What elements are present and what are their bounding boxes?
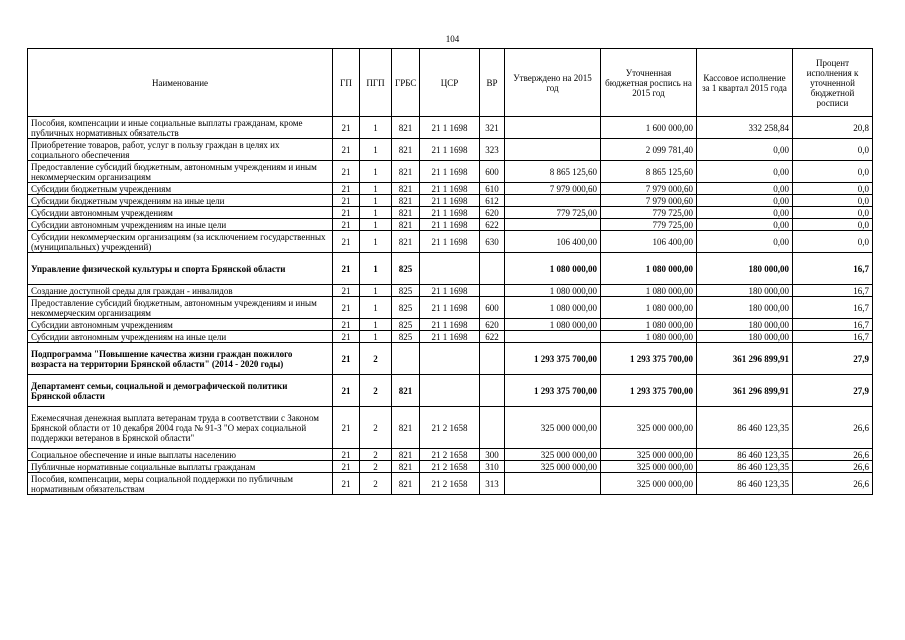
cell-ppgp: 1	[360, 253, 392, 285]
table-row	[28, 285, 873, 297]
cell-name: Управление физической культуры и спорта Брянской области	[28, 253, 333, 285]
cell-approved: 1 293 375 700,00	[505, 375, 601, 407]
cell-refined: 2 099 781,40	[601, 139, 697, 161]
cell-vr	[480, 407, 505, 449]
cell-cash: 0,00	[697, 161, 793, 183]
cell-csr	[420, 253, 480, 285]
cell-ppgp: 1	[360, 183, 392, 195]
cell-approved	[505, 219, 601, 231]
cell-percent: 26,6	[793, 407, 873, 449]
cell-approved	[505, 473, 601, 495]
cell-csr: 21 2 1658	[420, 461, 480, 473]
cell-approved: 1 080 000,00	[505, 319, 601, 331]
cell-csr: 21 1 1698	[420, 183, 480, 195]
table-row	[28, 461, 873, 473]
cell-approved: 7 979 000,60	[505, 183, 601, 195]
cell-vr: 600	[480, 297, 505, 319]
cell-vr: 600	[480, 161, 505, 183]
header-approved: Утверждено на 2015 год	[505, 49, 601, 117]
cell-percent: 27,9	[793, 343, 873, 375]
cell-approved: 325 000 000,00	[505, 449, 601, 461]
cell-csr: 21 1 1698	[420, 139, 480, 161]
table-row	[28, 449, 873, 461]
cell-grbs: 821	[392, 207, 420, 219]
cell-approved: 8 865 125,60	[505, 161, 601, 183]
cell-vr: 300	[480, 449, 505, 461]
cell-cash: 180 000,00	[697, 285, 793, 297]
cell-vr: 622	[480, 219, 505, 231]
cell-name: Субсидии бюджетным учреждениям на иные цели	[28, 195, 333, 207]
header-cash: Кассовое исполнение за 1 квартал 2015 года	[697, 49, 793, 117]
cell-ppgp: 2	[360, 375, 392, 407]
cell-vr: 622	[480, 331, 505, 343]
cell-name: Ежемесячная денежная выплата ветеранам труда в соответствии с Законом Брянской области от 10 декабря 2004 года № 91-З "О мерах социальной поддержки ветеранов в Брянской области"	[28, 407, 333, 449]
cell-csr: 21 1 1698	[420, 195, 480, 207]
cell-refined: 1 293 375 700,00	[601, 375, 697, 407]
cell-percent: 16,7	[793, 285, 873, 297]
cell-refined: 325 000 000,00	[601, 407, 697, 449]
cell-cash: 361 296 899,91	[697, 343, 793, 375]
table-row	[28, 375, 873, 407]
cell-csr: 21 1 1698	[420, 161, 480, 183]
cell-gp: 21	[333, 331, 360, 343]
cell-ppgp: 2	[360, 407, 392, 449]
cell-percent: 20,8	[793, 117, 873, 139]
cell-name: Подпрограмма "Повышение качества жизни граждан пожилого возраста на территории Брянской области" (2014 - 2020 годы)	[28, 343, 333, 375]
cell-refined: 779 725,00	[601, 207, 697, 219]
cell-grbs: 821	[392, 195, 420, 207]
cell-refined: 1 080 000,00	[601, 253, 697, 285]
cell-name: Субсидии некоммерческим организациям (за исключением государственных (муниципальных) учреждений)	[28, 231, 333, 253]
table-row	[28, 117, 873, 139]
cell-approved	[505, 139, 601, 161]
cell-cash: 180 000,00	[697, 297, 793, 319]
cell-percent: 16,7	[793, 297, 873, 319]
cell-refined: 325 000 000,00	[601, 461, 697, 473]
cell-grbs: 821	[392, 473, 420, 495]
cell-refined: 1 080 000,00	[601, 331, 697, 343]
cell-name: Пособия, компенсации и иные социальные выплаты гражданам, кроме публичных нормативных обязательств	[28, 117, 333, 139]
cell-csr: 21 1 1698	[420, 219, 480, 231]
header-name: Наименование	[28, 49, 333, 117]
cell-grbs: 825	[392, 297, 420, 319]
cell-refined: 1 080 000,00	[601, 319, 697, 331]
cell-approved	[505, 331, 601, 343]
cell-approved: 106 400,00	[505, 231, 601, 253]
cell-name: Предоставление субсидий бюджетным, автономным учреждениям и иным некоммерческим организациям	[28, 297, 333, 319]
cell-grbs: 821	[392, 375, 420, 407]
cell-ppgp: 1	[360, 195, 392, 207]
cell-ppgp: 1	[360, 219, 392, 231]
cell-gp: 21	[333, 375, 360, 407]
cell-vr: 620	[480, 319, 505, 331]
cell-refined: 1 293 375 700,00	[601, 343, 697, 375]
cell-percent: 0,0	[793, 195, 873, 207]
table-row	[28, 231, 873, 253]
cell-ppgp: 2	[360, 473, 392, 495]
cell-cash: 361 296 899,91	[697, 375, 793, 407]
cell-approved	[505, 117, 601, 139]
cell-approved: 1 080 000,00	[505, 285, 601, 297]
cell-ppgp: 1	[360, 139, 392, 161]
cell-ppgp: 1	[360, 319, 392, 331]
cell-approved	[505, 195, 601, 207]
cell-percent: 26,6	[793, 449, 873, 461]
cell-vr: 321	[480, 117, 505, 139]
cell-cash: 0,00	[697, 219, 793, 231]
cell-vr: 630	[480, 231, 505, 253]
cell-percent: 16,7	[793, 331, 873, 343]
table-row	[28, 473, 873, 495]
cell-vr: 612	[480, 195, 505, 207]
cell-approved: 325 000 000,00	[505, 461, 601, 473]
cell-csr: 21 1 1698	[420, 117, 480, 139]
table-row	[28, 139, 873, 161]
cell-vr: 323	[480, 139, 505, 161]
cell-name: Предоставление субсидий бюджетным, автономным учреждениям и иным некоммерческим организациям	[28, 161, 333, 183]
cell-approved: 779 725,00	[505, 207, 601, 219]
cell-ppgp: 1	[360, 207, 392, 219]
cell-ppgp: 2	[360, 461, 392, 473]
cell-ppgp: 1	[360, 297, 392, 319]
cell-cash: 86 460 123,35	[697, 461, 793, 473]
cell-name: Субсидии автономным учреждениям	[28, 207, 333, 219]
cell-csr	[420, 375, 480, 407]
cell-gp: 21	[333, 207, 360, 219]
cell-grbs: 821	[392, 117, 420, 139]
cell-grbs: 821	[392, 449, 420, 461]
cell-grbs: 821	[392, 161, 420, 183]
cell-percent: 0,0	[793, 183, 873, 195]
cell-gp: 21	[333, 407, 360, 449]
cell-csr: 21 2 1658	[420, 473, 480, 495]
table-row	[28, 319, 873, 331]
cell-name: Публичные нормативные социальные выплаты гражданам	[28, 461, 333, 473]
cell-refined: 325 000 000,00	[601, 449, 697, 461]
cell-name: Пособия, компенсации, меры социальной поддержки по публичным нормативным обязательствам	[28, 473, 333, 495]
cell-refined: 1 080 000,00	[601, 285, 697, 297]
cell-cash: 86 460 123,35	[697, 407, 793, 449]
cell-gp: 21	[333, 297, 360, 319]
cell-grbs: 821	[392, 139, 420, 161]
header-refined: Уточненная бюджетная роспись на 2015 год	[601, 49, 697, 117]
cell-csr: 21 2 1658	[420, 407, 480, 449]
cell-ppgp: 1	[360, 117, 392, 139]
header-vr: ВР	[480, 49, 505, 117]
cell-percent: 16,7	[793, 253, 873, 285]
cell-gp: 21	[333, 473, 360, 495]
cell-name: Субсидии автономным учреждениям на иные цели	[28, 331, 333, 343]
header-grbs: ГРБС	[392, 49, 420, 117]
cell-gp: 21	[333, 195, 360, 207]
cell-refined: 779 725,00	[601, 219, 697, 231]
cell-csr: 21 1 1698	[420, 297, 480, 319]
cell-refined: 1 080 000,00	[601, 297, 697, 319]
table-row	[28, 407, 873, 449]
cell-ppgp: 2	[360, 343, 392, 375]
cell-refined: 7 979 000,60	[601, 195, 697, 207]
header-ppgp: ПГП	[360, 49, 392, 117]
cell-cash: 332 258,84	[697, 117, 793, 139]
table-row	[28, 331, 873, 343]
cell-csr: 21 1 1698	[420, 331, 480, 343]
cell-gp: 21	[333, 117, 360, 139]
cell-grbs: 821	[392, 407, 420, 449]
table-row	[28, 183, 873, 195]
cell-grbs: 821	[392, 219, 420, 231]
cell-cash: 180 000,00	[697, 253, 793, 285]
cell-name: Субсидии автономным учреждениям	[28, 319, 333, 331]
cell-gp: 21	[333, 219, 360, 231]
cell-gp: 21	[333, 285, 360, 297]
cell-ppgp: 1	[360, 285, 392, 297]
cell-percent: 0,0	[793, 161, 873, 183]
cell-csr: 21 1 1698	[420, 231, 480, 253]
cell-gp: 21	[333, 183, 360, 195]
header-gp: ГП	[333, 49, 360, 117]
cell-ppgp: 2	[360, 449, 392, 461]
cell-refined: 106 400,00	[601, 231, 697, 253]
cell-grbs: 825	[392, 331, 420, 343]
table-row	[28, 207, 873, 219]
cell-refined: 325 000 000,00	[601, 473, 697, 495]
header-csr: ЦСР	[420, 49, 480, 117]
header-percent: Процент исполнения к уточненной бюджетной росписи	[793, 49, 873, 117]
cell-gp: 21	[333, 253, 360, 285]
cell-ppgp: 1	[360, 331, 392, 343]
cell-csr: 21 1 1698	[420, 319, 480, 331]
cell-name: Субсидии бюджетным учреждениям	[28, 183, 333, 195]
cell-cash: 86 460 123,35	[697, 473, 793, 495]
cell-refined: 1 600 000,00	[601, 117, 697, 139]
table-row	[28, 161, 873, 183]
cell-vr: 610	[480, 183, 505, 195]
header-row	[28, 49, 873, 117]
cell-vr	[480, 253, 505, 285]
cell-percent: 26,6	[793, 461, 873, 473]
cell-name: Создание доступной среды для граждан - инвалидов	[28, 285, 333, 297]
cell-cash: 180 000,00	[697, 319, 793, 331]
cell-csr	[420, 343, 480, 375]
cell-cash: 86 460 123,35	[697, 449, 793, 461]
cell-gp: 21	[333, 319, 360, 331]
cell-percent: 0,0	[793, 139, 873, 161]
cell-cash: 0,00	[697, 207, 793, 219]
cell-percent: 0,0	[793, 231, 873, 253]
cell-gp: 21	[333, 231, 360, 253]
cell-csr: 21 1 1698	[420, 285, 480, 297]
cell-ppgp: 1	[360, 231, 392, 253]
cell-percent: 26,6	[793, 473, 873, 495]
cell-cash: 0,00	[697, 139, 793, 161]
cell-percent: 0,0	[793, 207, 873, 219]
cell-percent: 0,0	[793, 219, 873, 231]
table-row	[28, 253, 873, 285]
cell-refined: 7 979 000,60	[601, 183, 697, 195]
table-row	[28, 297, 873, 319]
table-body	[28, 117, 873, 495]
cell-approved: 325 000 000,00	[505, 407, 601, 449]
cell-name: Социальное обеспечение и иные выплаты населению	[28, 449, 333, 461]
table-row	[28, 343, 873, 375]
cell-csr: 21 2 1658	[420, 449, 480, 461]
cell-vr: 620	[480, 207, 505, 219]
cell-vr	[480, 375, 505, 407]
cell-vr: 313	[480, 473, 505, 495]
cell-approved: 1 080 000,00	[505, 253, 601, 285]
cell-vr: 310	[480, 461, 505, 473]
cell-csr: 21 1 1698	[420, 207, 480, 219]
cell-grbs: 825	[392, 285, 420, 297]
cell-grbs: 821	[392, 231, 420, 253]
cell-cash: 0,00	[697, 231, 793, 253]
budget-table	[27, 48, 873, 495]
cell-cash: 0,00	[697, 183, 793, 195]
cell-gp: 21	[333, 343, 360, 375]
cell-name: Приобретение товаров, работ, услуг в пользу граждан в целях их социального обеспечения	[28, 139, 333, 161]
cell-vr	[480, 285, 505, 297]
cell-vr	[480, 343, 505, 375]
table-row	[28, 195, 873, 207]
cell-grbs: 821	[392, 461, 420, 473]
cell-grbs: 825	[392, 253, 420, 285]
cell-grbs: 825	[392, 319, 420, 331]
cell-name: Субсидии автономным учреждениям на иные цели	[28, 219, 333, 231]
cell-percent: 27,9	[793, 375, 873, 407]
cell-gp: 21	[333, 449, 360, 461]
cell-refined: 8 865 125,60	[601, 161, 697, 183]
cell-name: Департамент семьи, социальной и демографической политики Брянской области	[28, 375, 333, 407]
table-row	[28, 219, 873, 231]
cell-ppgp: 1	[360, 161, 392, 183]
cell-gp: 21	[333, 161, 360, 183]
page-number: 104	[445, 34, 460, 44]
cell-approved: 1 080 000,00	[505, 297, 601, 319]
cell-gp: 21	[333, 139, 360, 161]
cell-grbs	[392, 343, 420, 375]
cell-cash: 0,00	[697, 195, 793, 207]
cell-percent: 16,7	[793, 319, 873, 331]
cell-grbs: 821	[392, 183, 420, 195]
cell-gp: 21	[333, 461, 360, 473]
cell-approved: 1 293 375 700,00	[505, 343, 601, 375]
cell-cash: 180 000,00	[697, 331, 793, 343]
